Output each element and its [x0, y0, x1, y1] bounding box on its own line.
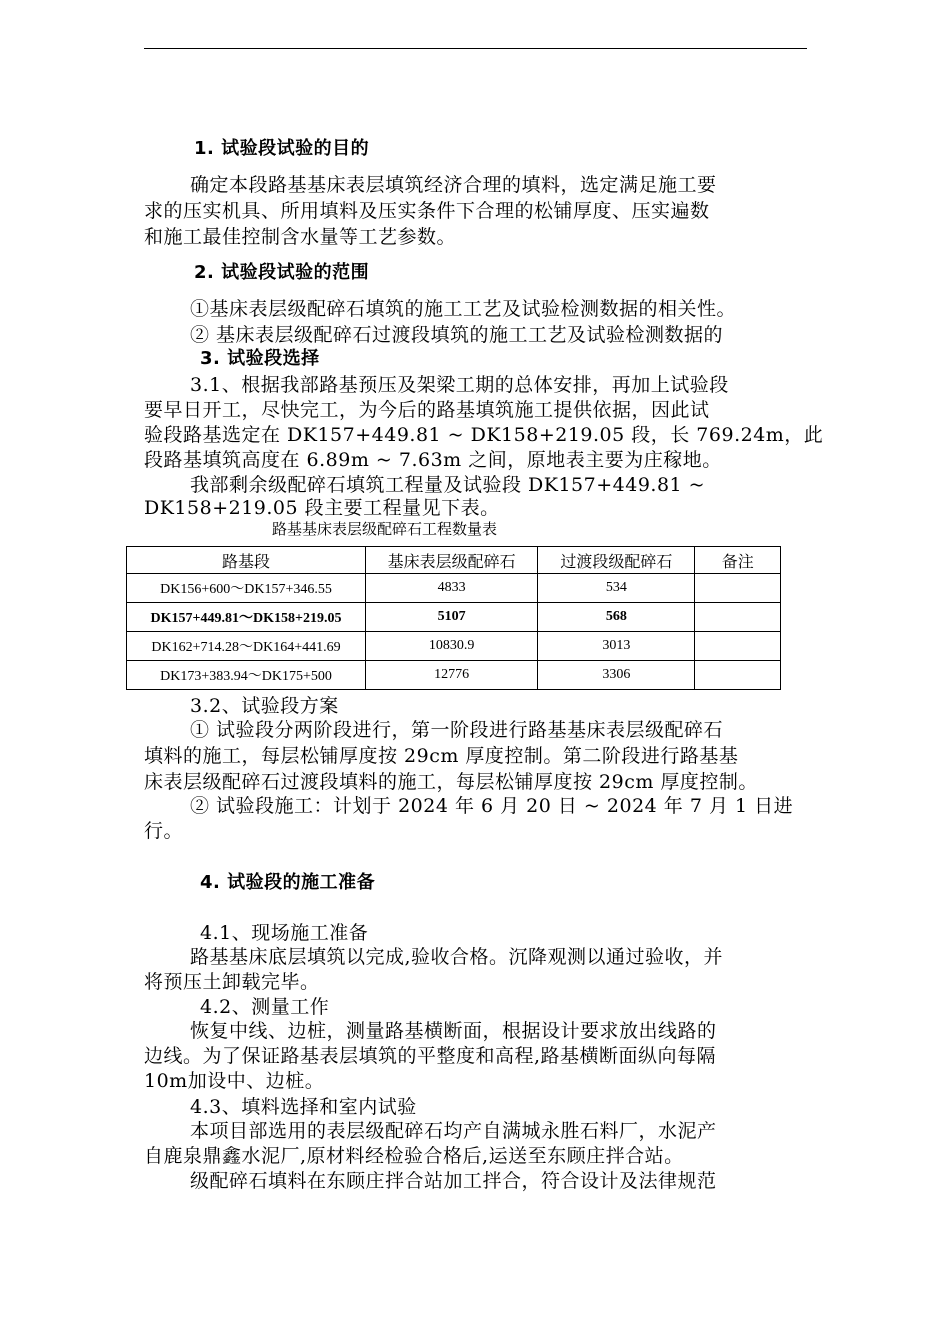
- table-row: [127, 603, 781, 632]
- table-cell: 5107: [366, 603, 538, 632]
- header-cell: 路基段: [127, 547, 366, 574]
- table-cell: 12776: [366, 661, 538, 690]
- table-cell: 3306: [538, 661, 695, 690]
- paragraph-line: 3.1、根据我部路基预压及架梁工期的总体安排，再加上试验段: [190, 374, 729, 396]
- section-1-heading: 1. 试验段试验的目的: [194, 138, 370, 159]
- paragraph-line: 床表层级配碎石过渡段填料的施工，每层松铺厚度按 29cm 厚度控制。: [144, 771, 758, 793]
- quantity-table: [126, 546, 781, 690]
- paragraph-line: 恢复中线、边桩，测量路基横断面，根据设计要求放出线路的: [190, 1020, 717, 1042]
- table-row: [127, 632, 781, 661]
- paragraph-line: 确定本段路基基床表层填筑经济合理的填料，选定满足施工要: [190, 174, 717, 196]
- paragraph-line: 要早日开工，尽快完工，为今后的路基填筑施工提供依据，因此试: [144, 399, 710, 421]
- scope-item-2: ② 基床表层级配碎石过渡段填筑的施工工艺及试验检测数据的: [190, 324, 724, 346]
- scope-item-1: ①基床表层级配碎石填筑的施工工艺及试验检测数据的相关性。: [190, 298, 737, 320]
- section-4-heading: 4. 试验段的施工准备: [200, 872, 376, 893]
- section-3-heading: 3. 试验段选择: [200, 348, 320, 369]
- table-cell: [695, 574, 781, 603]
- paragraph-line: 本项目部选用的表层级配碎石均产自满城永胜石料厂，水泥产: [190, 1120, 717, 1142]
- subsection-4-2-heading: 4.2、测量工作: [200, 996, 330, 1018]
- header-cell: 备注: [695, 547, 781, 574]
- table-cell: 568: [538, 603, 695, 632]
- paragraph-line: 我部剩余级配碎石填筑工程量及试验段 DK157+449.81 ~: [190, 474, 706, 496]
- section-2-heading: 2. 试验段试验的范围: [194, 262, 370, 283]
- table-cell: DK162+714.28～DK164+441.69: [127, 632, 366, 661]
- subsection-4-3-heading: 4.3、填料选择和室内试验: [190, 1096, 417, 1118]
- paragraph-line: 和施工最佳控制含水量等工艺参数。: [144, 226, 457, 248]
- table-row: [127, 574, 781, 603]
- table-cell: 3013: [538, 632, 695, 661]
- table-cell: DK173+383.94～DK175+500: [127, 661, 366, 690]
- paragraph-line: ② 试验段施工：计划于 2024 年 6 月 20 日 ~ 2024 年 7 月 1 日进: [190, 795, 794, 817]
- header-cell: 过渡段级配碎石: [538, 547, 695, 574]
- paragraph-line: DK158+219.05 段主要工程量见下表。: [144, 497, 500, 519]
- paragraph-line: 自鹿泉鼎鑫水泥厂,原材料经检验合格后,运送至东顾庄拌合站。: [144, 1145, 684, 1167]
- paragraph-line: ① 试验段分两阶段进行，第一阶段进行路基基床表层级配碎石: [190, 719, 724, 741]
- subsection-3-2-heading: 3.2、试验段方案: [190, 695, 339, 717]
- paragraph-line: 将预压土卸载完毕。: [144, 971, 320, 993]
- table-cell: 4833: [366, 574, 538, 603]
- paragraph-line: 行。: [144, 820, 184, 842]
- table-row: [127, 661, 781, 690]
- table-caption: 路基基床表层级配碎石工程数量表: [272, 520, 498, 538]
- paragraph-line: 10m加设中、边桩。: [144, 1070, 325, 1092]
- table-cell: [695, 632, 781, 661]
- header-cell: 基床表层级配碎石: [366, 547, 538, 574]
- table-cell: [695, 661, 781, 690]
- subsection-4-1-heading: 4.1、现场施工准备: [200, 922, 369, 944]
- table-cell: 10830.9: [366, 632, 538, 661]
- table-header-row: [127, 547, 781, 574]
- paragraph-line: 级配碎石填料在东顾庄拌合站加工拌合，符合设计及法律规范: [190, 1170, 717, 1192]
- paragraph-line: 验段路基选定在 DK157+449.81 ~ DK158+219.05 段，长 769.24m，此: [144, 424, 824, 446]
- table-cell: DK157+449.81～DK158+219.05: [127, 603, 366, 632]
- table-cell: DK156+600～DK157+346.55: [127, 574, 366, 603]
- paragraph-line: 填料的施工，每层松铺厚度按 29cm 厚度控制。第二阶段进行路基基: [144, 745, 739, 767]
- paragraph-line: 求的压实机具、所用填料及压实条件下合理的松铺厚度、压实遍数: [144, 200, 710, 222]
- paragraph-line: 路基基床底层填筑以完成,验收合格。沉降观测以通过验收，并: [190, 946, 724, 968]
- table-cell: 534: [538, 574, 695, 603]
- paragraph-line: 边线。为了保证路基表层填筑的平整度和高程,路基横断面纵向每隔: [144, 1045, 717, 1067]
- table-cell: [695, 603, 781, 632]
- header-rule: [144, 48, 807, 49]
- paragraph-line: 段路基填筑高度在 6.89m ~ 7.63m 之间，原地表主要为庄稼地。: [144, 449, 722, 471]
